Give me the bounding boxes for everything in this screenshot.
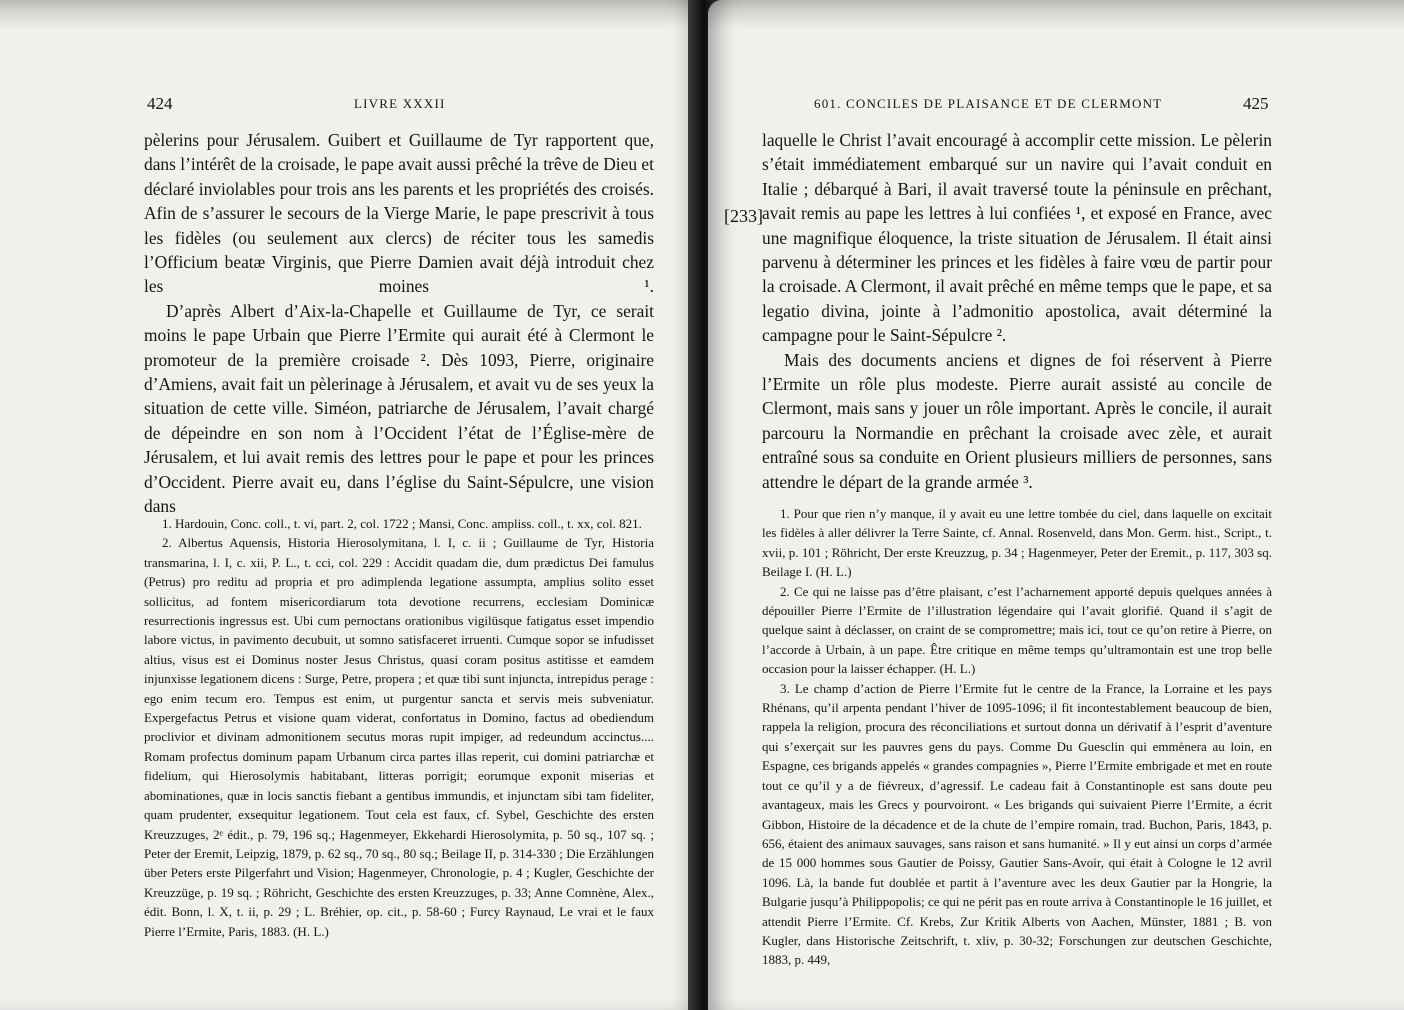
- running-head: 601. CONCILES DE PLAISANCE ET DE CLERMONT: [814, 96, 1163, 111]
- right-page: [708, 0, 1404, 1010]
- footnote: 2. Albertus Aquensis, Historia Hierosolymitana, l. I, c. ii ; Guillaume de Tyr, Historia transmarina, l. I, c. xii, P. L., t. cci, col. 229 : Accidit quadam die, dum prædictus Dei famulus (Petrus) pro reditu ad propria et pro adimplenda legatione assumpta, amplius solito esset sollicitus, ad fontem misericordiarum tota devotione recurrens, ecclesiam Dominicæ resurrectionis ingressus est. Ubi cum pernoctans orationibus vigilüsque fatigatus esset impendio labore victus, in pavimento decubuit, ut somno satisfaceret irruenti. Cumque sopor se infudisset altius, visus est ei Dominus noster Jesus Christus, quasi coram positus astitisse et eamdem injunxisse legationem dicens : Surge, Petre, propera ; et quæ tibi sunt injuncta, intrepidus perage : ego enim tecum ero. Tempus est enim, ut purgentur sancta et servis meis subveniatur. Expergefactus Petrus et visione quam viderat, confortatus in Domino, factus ad obediendum proclivior et divinam admonitionem secutus moras rupit impiger, ad redeundum accinctus.... Romam profectus dominum papam Urbanum circa partes illas reperit, cui domini patriarchæ et fidelium, qui Hierosolymis habitabant, litteras porrigit; eorumque exponit miserias et abominationes, quæ in locis sanctis fiebant a gentibus immundis, et injunctam sibi tam fideliter, quam prudenter, exsequitur legationem. Tout cela est faux, cf. Sybel, Geschichte des ersten Kreuzzuges, 2ᵉ édit., p. 79, 196 sq.; Hagenmeyer, Ekkehardi Hierosolymita, p. 50 sq., 107 sq. ; Peter der Eremit, Leipzig, 1879, p. 62 sq., 70 sq., 80 sq.; Beilage II, p. 314-330 ; Die Erzählungen über Peters erste Pilgerfahrt und Vision; Hagenmeyer, Chronologie, p. 4 ; Kugler, Geschichte der Kreuzzüge, p. 19 sq. ; Röhricht, Geschichte des ersten Kreuzzuges, p. 33; Anne Comnène, Alex., édit. Bonn, l. X, t. ii, p. 29 ; L. Bréhier, op. cit., p. 58-60 ; Furcy Raynaud, Le vrai et le faux Pierre l’Ermite, Paris, 1883. (H. L.): [144, 535, 654, 939]
- margin-reference: [233]: [724, 206, 763, 226]
- page-number: 424: [147, 94, 173, 113]
- left-page: [0, 0, 700, 1010]
- page-shadow: [708, 0, 1404, 30]
- footnote: 1. Pour que rien n’y manque, il y avait eu une lettre tombée du ciel, dans laquelle on excitait les fidèles à aller délivrer la Terre Sainte, cf. Annal. Rosenveld, dans Mon. Germ. hist., Script., t. xvii, p. 101 ; Röhricht, Der erste Kreuzzug, p. 34 ; Hagenmeyer, Peter der Eremit., p. 117, 303 sq. Beilage I. (H. L.): [762, 506, 1272, 580]
- paragraph: pèlerins pour Jérusalem. Guibert et Guillaume de Tyr rapportent que, dans l’intérêt de la croisade, le pape avait aussi prêché la trêve de Dieu et déclaré inviolables pour trois ans les parents et les propriétés des croisés. Afin de s’assurer le secours de la Vierge Marie, le pape prescrivit à tous les fidèles (ou seulement aux clercs) de réciter tous les samedis l’Officium beatæ Virginis, que Pierre Damien avait déjà introduit chez les moines ¹.: [144, 130, 654, 297]
- running-head: LIVRE XXXII: [354, 96, 446, 111]
- footnotes: [762, 504, 1272, 970]
- footnote: 1. Hardouin, Conc. coll., t. vi, part. 2, col. 1722 ; Mansi, Conc. ampliss. coll., t. xx, col. 821.: [162, 516, 642, 531]
- page-shadow: [0, 0, 700, 30]
- body-text: [762, 128, 1272, 494]
- paragraph: D’après Albert d’Aix-la-Chapelle et Guillaume de Tyr, ce serait moins le pape Urbain que Pierre l’Ermite qui aurait été à Clermont le promoteur de la première croisade ². Dès 1093, Pierre, originaire d’Amiens, avait fait un pèlerinage à Jérusalem, et avait vu de ses yeux la situation de cette ville. Siméon, patriarche de Jérusalem, l’avait chargé de dépeindre en son nom à l’Occident l’état de l’Église-mère de Jérusalem, et lui avait remis des lettres pour le pape et pour les princes d’Occident. Pierre avait eu, dans l’église du Saint-Sépulcre, une vision dans: [144, 300, 654, 517]
- footnote: 3. Le champ d’action de Pierre l’Ermite fut le centre de la France, la Lorraine et les pays Rhénans, qu’il arpenta pendant l’hiver de 1095-1096; il fit incontestablement beaucoup de bien, rappela la religion, procura des réconciliations et surtout donna un dérivatif à l’esprit d’aventure qui s’exerçait sur les pauvres gens du pays. Comme Du Guesclin qui emmènera au loin, en Espagne, ces brigands appelés « grandes compagnies », Pierre l’Ermite embrigade et met en route tout ce qu’il y a de fiévreux, d’agressif. Le cadeau fait à Constantinople est sans doute peu avantageux, mais les Grecs y pourvoiront. « Les brigands qui suivaient Pierre l’Ermite, a écrit Gibbon, Histoire de la décadence et de la chute de l’empire romain, trad. Buchon, Paris, 1843, p. 656, étaient des animaux sauvages, sans raison et sans humanité. » Il y eut ainsi un corps d’armée de 15 000 hommes sous Gautier de Poissy, Gautier Sans-Avoir, qui était à Cologne le 12 avril 1096. Là, la bande fut doublée et partit à l’aventure avec les deux Gautier par la Hongrie, la Bulgarie jusqu’à Philippopolis; ce qui ne périt pas en route arriva à Constantinople le 16 juillet, et attendit Pierre l’Ermite. Cf. Krebs, Zur Kritik Alberts von Aachen, Münster, 1881 ; B. von Kugler, dans Historische Zeitschrift, t. xliv, p. 30-32; Forschungen zur deutschen Geschichte, 1883, p. 449,: [762, 680, 1272, 968]
- paragraph: Mais des documents anciens et dignes de foi réservent à Pierre l’Ermite un rôle plus modeste. Pierre aurait assisté au concile de Clermont, mais sans y jouer un rôle important. Après le concile, il aurait parcouru la Normandie en prêchant la croisade avec zèle, et aurait entraîné sous sa conduite en Orient plusieurs milliers de personnes, sans attendre le départ de la grande armée ³.: [762, 349, 1272, 492]
- paragraph: laquelle le Christ l’avait encouragé à accomplir cette mission. Le pèlerin s’était immédiatement embarqué sur un navire qui l’avait conduit en Italie ; débarqué à Bari, il avait traversé toute la péninsule en prêchant, avait remis au pape les lettres à lui confiées ¹, et exposé en France, avec une magnifique éloquence, la triste situation de Jérusalem. Il était ainsi parvenu à déterminer les princes et les fidèles à faire vœu de partir pour la croisade. A Clermont, il avait prêché en même temps que le pape, et sa legatio divina, jointe à l’admonitio apostolica, avait déterminé la campagne pour le Saint-Sépulcre ².: [762, 130, 1272, 346]
- body-text: [144, 128, 654, 519]
- page-number: 425: [1243, 94, 1269, 113]
- footnotes: [144, 514, 654, 941]
- footnote: 2. Ce qui ne laisse pas d’être plaisant, c’est l’acharnement apporté depuis quelques années à dépouiller Pierre l’Ermite de l’illustration légendaire qui l’avait glorifié. Quand il s’agit de quelque saint à déclasser, on craint de se compromettre; mais ici, tout ce qu’on retire à Pierre, on l’accorde à Urbain, à un pape. Être critique en même temps qu’ultramontain est une trop belle occasion pour la laisser échapper. (H. L.): [762, 583, 1272, 677]
